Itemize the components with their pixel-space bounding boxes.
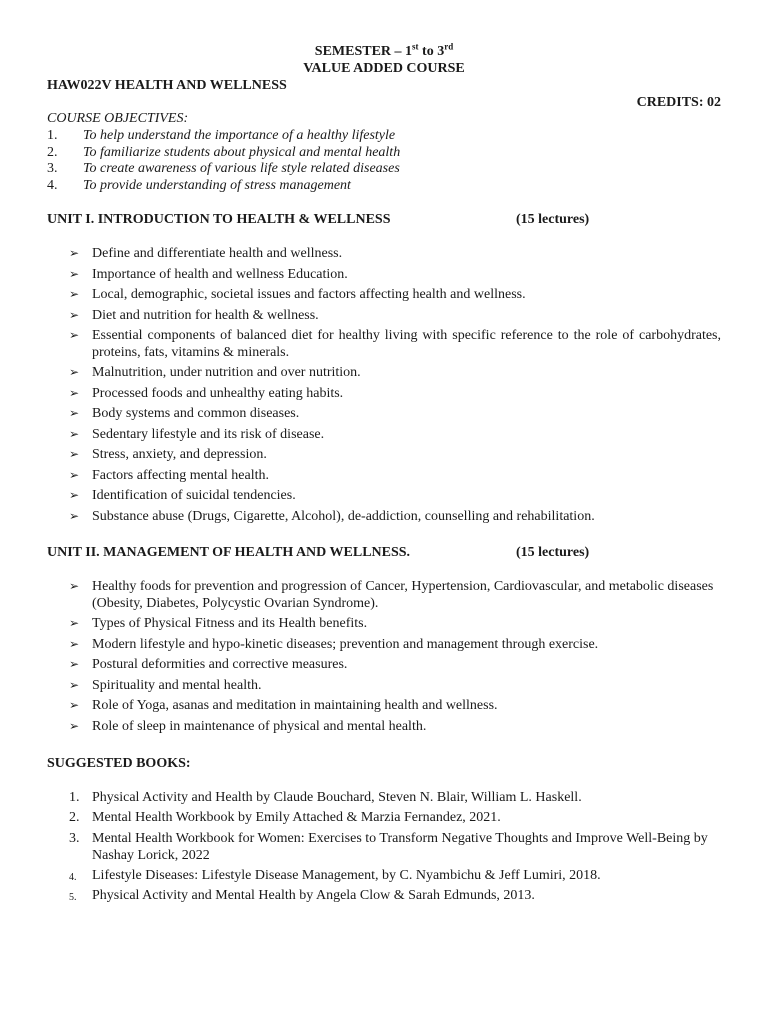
unit1-item-text: Diet and nutrition for health & wellness. [92, 308, 319, 323]
unit1-title: UNIT I. INTRODUCTION TO HEALTH & WELLNESS [47, 212, 391, 227]
semester-mid: to 3 [418, 44, 445, 59]
book-number: 5. [69, 892, 77, 903]
unit1-item [69, 508, 721, 525]
book-number: 2. [69, 810, 80, 825]
unit2-item-text: Postural deformities and corrective measures. [92, 657, 348, 672]
unit1-item-text: Factors affecting mental health. [92, 468, 270, 483]
unit1-item [69, 327, 721, 361]
objectives-heading: COURSE OBJECTIVES: [47, 111, 189, 126]
unit2-item-text: Role of sleep in maintenance of physical and mental health. [92, 719, 427, 734]
book-text: Mental Health Workbook by Emily Attached & Marzia Fernandez, 2021. [92, 810, 501, 825]
unit2-item [69, 578, 721, 612]
unit1-item-text: Sedentary lifestyle and its risk of disease. [92, 427, 325, 442]
arrow-bullet-icon: ➢ [69, 579, 80, 593]
book-item [69, 789, 721, 806]
unit2-title: UNIT II. MANAGEMENT OF HEALTH AND WELLNESS. [47, 545, 411, 560]
objective-text: To provide understanding of stress management [83, 178, 351, 193]
book-text: Lifestyle Diseases: Lifestyle Disease Management, by C. Nyambichu & Jeff Lumiri, 2018. [92, 868, 601, 883]
objective-number: 1. [47, 128, 58, 143]
arrow-bullet-icon: ➢ [69, 509, 80, 523]
unit1-item [69, 467, 721, 484]
objective-item [47, 161, 400, 177]
arrow-bullet-icon: ➢ [69, 267, 80, 281]
unit2-item-text: Healthy foods for prevention and progression of Cancer, Hypertension, Cardiovascular, and metabolic diseases (Obesity, Diabetes, Polycystic Ovarian Syndrome). [92, 579, 714, 611]
unit1-item-text: Substance abuse (Drugs, Cigarette, Alcohol), de-addiction, counselling and rehabilitation. [92, 509, 595, 524]
unit1-item-text: Essential components of balanced diet for healthy living with specific reference to the role of carbohydrates, proteins, fats, vitamins & minerals. [92, 328, 721, 360]
unit2-item [69, 677, 721, 694]
unit2-item-text: Spirituality and mental health. [92, 678, 262, 693]
arrow-bullet-icon: ➢ [69, 637, 80, 651]
arrow-bullet-icon: ➢ [69, 678, 80, 692]
objective-item [47, 178, 351, 194]
arrow-bullet-icon: ➢ [69, 657, 80, 671]
unit1-item [69, 286, 721, 303]
objective-number: 3. [47, 161, 58, 176]
book-number: 3. [69, 831, 80, 846]
unit1-item [69, 266, 721, 283]
arrow-bullet-icon: ➢ [69, 386, 80, 400]
semester-sup-first: st [412, 41, 419, 52]
arrow-bullet-icon: ➢ [69, 427, 80, 441]
unit2-lectures: (15 lectures) [516, 545, 590, 560]
book-number: 4. [69, 872, 77, 883]
book-text: Physical Activity and Health by Claude Bouchard, Steven N. Blair, William L. Haskell. [92, 790, 582, 805]
unit2-item-text: Modern lifestyle and hypo-kinetic diseases; prevention and management through exercise. [92, 637, 599, 652]
objective-item [47, 145, 400, 161]
book-item [69, 867, 721, 884]
unit1-item [69, 245, 721, 262]
unit1-item-text: Body systems and common diseases. [92, 406, 300, 421]
unit1-item [69, 487, 721, 504]
arrow-bullet-icon: ➢ [69, 468, 80, 482]
arrow-bullet-icon: ➢ [69, 719, 80, 733]
book-text: Physical Activity and Mental Health by Angela Clow & Sarah Edmunds, 2013. [92, 888, 535, 903]
course-code-title: HAW022V HEALTH AND WELLNESS [47, 78, 287, 93]
objective-text: To create awareness of various life style related diseases [83, 161, 400, 176]
book-item [69, 830, 721, 864]
semester-sup-third: rd [444, 41, 454, 52]
objective-number: 4. [47, 178, 58, 193]
course-type: VALUE ADDED COURSE [303, 61, 465, 76]
unit1-item [69, 446, 721, 463]
unit1-item-text: Importance of health and wellness Education. [92, 267, 348, 282]
unit2-item [69, 656, 721, 673]
arrow-bullet-icon: ➢ [69, 328, 80, 342]
semester-heading [0, 41, 768, 60]
unit2-item [69, 636, 721, 653]
book-text: Mental Health Workbook for Women: Exercises to Transform Negative Thoughts and Improve Well-Being by Nashay Lorick, 2022 [92, 831, 708, 863]
unit1-item-text: Processed foods and unhealthy eating habits. [92, 386, 344, 401]
objective-number: 2. [47, 145, 58, 160]
unit2-item-text: Types of Physical Fitness and its Health benefits. [92, 616, 368, 631]
objective-text: To familiarize students about physical and mental health [83, 145, 401, 160]
book-item [69, 809, 721, 826]
unit1-item-text: Identification of suicidal tendencies. [92, 488, 296, 503]
objective-text: To help understand the importance of a healthy lifestyle [83, 128, 396, 143]
unit1-item-text: Define and differentiate health and wellness. [92, 246, 343, 261]
unit1-item [69, 405, 721, 422]
books-heading: SUGGESTED BOOKS: [47, 756, 191, 771]
unit1-lectures: (15 lectures) [516, 212, 590, 227]
unit1-item [69, 364, 721, 381]
unit1-item [69, 385, 721, 402]
arrow-bullet-icon: ➢ [69, 308, 80, 322]
arrow-bullet-icon: ➢ [69, 287, 80, 301]
arrow-bullet-icon: ➢ [69, 406, 80, 420]
credits: CREDITS: 02 [636, 95, 721, 110]
unit1-item-text: Local, demographic, societal issues and factors affecting health and wellness. [92, 287, 526, 302]
unit2-item-text: Role of Yoga, asanas and meditation in maintaining health and wellness. [92, 698, 498, 713]
semester-prefix: SEMESTER – 1 [314, 44, 413, 59]
objective-item [47, 128, 395, 144]
unit2-item [69, 697, 721, 714]
unit1-item [69, 426, 721, 443]
arrow-bullet-icon: ➢ [69, 698, 80, 712]
unit1-item-text: Stress, anxiety, and depression. [92, 447, 267, 462]
book-item [69, 887, 721, 904]
book-number: 1. [69, 790, 80, 805]
arrow-bullet-icon: ➢ [69, 447, 80, 461]
unit1-item [69, 307, 721, 324]
arrow-bullet-icon: ➢ [69, 488, 80, 502]
arrow-bullet-icon: ➢ [69, 616, 80, 630]
unit1-item-text: Malnutrition, under nutrition and over nutrition. [92, 365, 361, 380]
unit2-item [69, 718, 721, 735]
arrow-bullet-icon: ➢ [69, 365, 80, 379]
unit2-item [69, 615, 721, 632]
arrow-bullet-icon: ➢ [69, 246, 80, 260]
